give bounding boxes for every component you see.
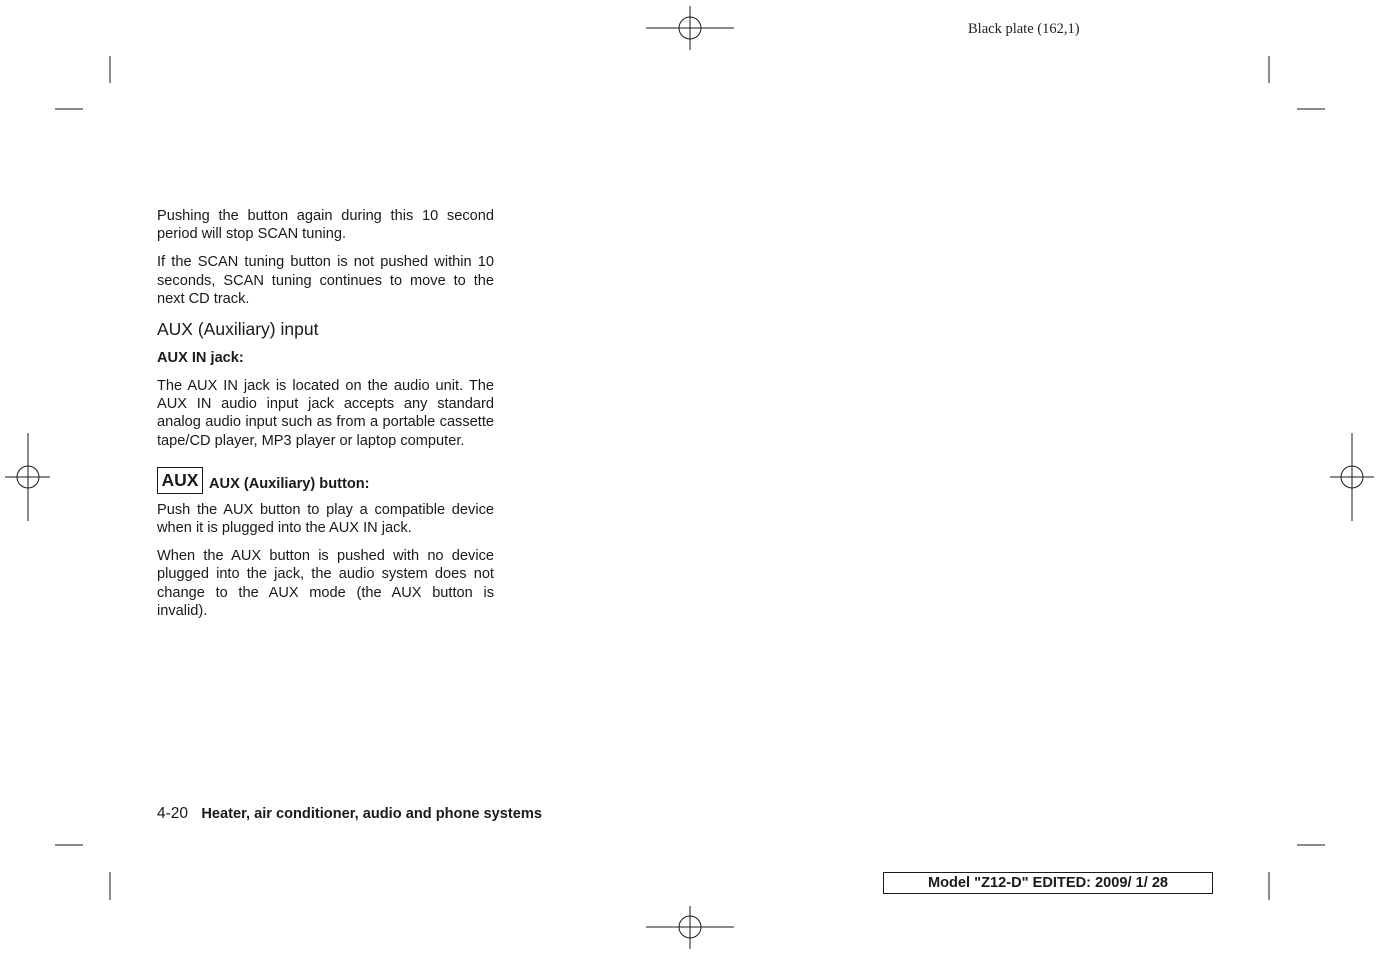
paragraph-aux-invalid: When the AUX button is pushed with no device plugged into the jack, the audio system does not change to the AUX mode (the AUX button is invalid). xyxy=(157,548,494,619)
section-title: AUX (Auxiliary) input xyxy=(157,319,319,340)
aux-key-icon: AUX xyxy=(157,467,203,494)
crop-mark-icon xyxy=(1269,845,1325,900)
page-footer xyxy=(157,805,542,823)
paragraph-aux-push: Push the AUX button to play a compatible device when it is plugged into the AUX IN jack. xyxy=(157,501,494,537)
paragraph-scan-continue: If the SCAN tuning button is not pushed within 10 seconds, SCAN tuning continues to move to the next CD track. xyxy=(157,254,494,307)
subheading-aux-jack: AUX IN jack: xyxy=(157,350,244,367)
page-number: 4-20 xyxy=(157,805,189,822)
content-column xyxy=(157,207,494,630)
registration-mark-icon xyxy=(5,433,50,521)
paragraph-scan-stop: Pushing the button again during this 10 second period will stop SCAN tuning. xyxy=(157,208,494,243)
aux-button-heading xyxy=(157,466,494,494)
registration-mark-icon xyxy=(646,6,734,50)
chapter-title: Heater, air conditioner, audio and phone systems xyxy=(201,806,542,822)
crop-mark-icon xyxy=(1269,56,1325,109)
plate-label: Black plate (162,1) xyxy=(968,21,1080,37)
crop-mark-icon xyxy=(55,845,110,900)
paragraph-aux-jack: The AUX IN jack is located on the audio unit. The AUX IN audio input jack accepts any standard analog audio input such as from a portable cassette tape/CD player, MP3 player or laptop computer. xyxy=(157,378,494,449)
registration-mark-icon xyxy=(1330,433,1374,521)
registration-mark-icon xyxy=(646,906,734,949)
crop-mark-icon xyxy=(55,56,110,109)
subheading-aux-button: AUX (Auxiliary) button: xyxy=(209,475,370,492)
model-edit-box: Model "Z12-D" EDITED: 2009/ 1/ 28 xyxy=(883,872,1213,894)
